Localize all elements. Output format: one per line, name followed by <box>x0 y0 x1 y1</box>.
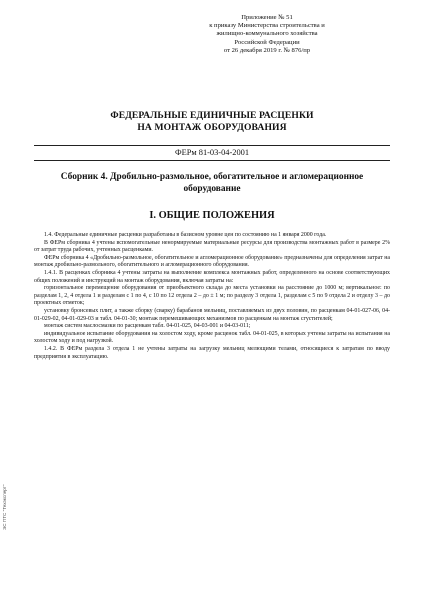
paragraph: В ФЕРм сборника 4 учтены вспомогательные ненормируемые материальные ресурсы для производства монтажных работ в размере 2% от затрат труда рабочих, учтенных расценками. <box>34 239 390 254</box>
paragraph: горизонтальное перемещение оборудования от приобъектного склада до места установки на расстояние до 1000 м; вертикальное: по разделам 1, 2, 4 отдела 1 и разделам с 1 по 4, с 10 по 12 отдела 2 – до ± 1 м; по разделу 3 отдела 1, разделам с 5 по 9 отдела 2 и отделу 3 – до проектных отметок; <box>34 285 390 307</box>
appendix-header <box>152 14 382 55</box>
section-heading: I. ОБЩИЕ ПОЛОЖЕНИЯ <box>149 210 275 221</box>
vertical-source-label: ЭС ПТС "Техэксперт" <box>2 484 7 530</box>
collection-title <box>20 172 404 195</box>
appendix-line: к приказу Министерства строительства и <box>209 22 325 30</box>
appendix-line: жилищно-коммунального хозяйства <box>216 30 318 38</box>
paragraph: установку бронсевых плит, а также сборку (сварку) барабанов мельниц, поставляемых из двух половин, по расценкам 04-01-027-06, 04-01-029-02, 04-01-029-03 и табл. 04-01-30; монтаж перемешивающих механизмов по расценкам на монтаж сгустителей; <box>34 307 390 322</box>
paragraph: 1.4.2. В ФЕРм раздела 3 отдела 1 не учтены затраты на загрузку мельниц мелющими телами, относящиеся к затратам по вводу предприятия в эксплуатацию. <box>34 345 390 360</box>
body-text <box>34 232 390 361</box>
appendix-line: Приложение № 51 <box>241 14 293 21</box>
document-code: ФЕРм 81-03-04-2001 <box>34 145 390 161</box>
title-line-1: ФЕДЕРАЛЬНЫЕ ЕДИНИЧНЫЕ РАСЦЕНКИ <box>110 110 314 121</box>
appendix-line: Российской Федерации <box>234 38 300 46</box>
collection-line-1: Сборник 4. Дробильно-размольное, обогатительное и агломерационное <box>60 172 364 182</box>
paragraph: индивидуальное испытание оборудования на холостом ходу, кроме расценок табл. 04-01-025, в которых учтены затраты на испытания на холостом ходу и под нагрузкой. <box>34 330 390 345</box>
appendix-line: от 26 декабря 2019 г. № 876/пр <box>223 46 311 54</box>
document-title <box>0 110 424 134</box>
paragraph: 1.4. Федеральные единичные расценки разработаны в базисном уровне цен по состоянию на 1 января 2000 года. <box>44 232 327 238</box>
paragraph: монтаж систем маслосмазки по расценкам табл. 04-01-025, 04-03-001 и 04-03-011; <box>44 323 251 330</box>
paragraph: ФЕРм сборника 4 «Дробильно-размольное, обогатительное и агломерационное оборудование» предназначены для определения затрат на монтаж дробильно-размольного, обогатительного и агломерационного оборудования. <box>34 254 390 269</box>
title-line-2: НА МОНТАЖ ОБОРУДОВАНИЯ <box>137 122 287 133</box>
paragraph: 1.4.1. В расценках сборника 4 учтены затраты на выполнение комплекса монтажных работ, определенного на основе соответствующих общих положений и инструкций на монтаж оборудования, включая затраты на: <box>34 269 390 284</box>
collection-line-2: оборудование <box>183 183 241 194</box>
